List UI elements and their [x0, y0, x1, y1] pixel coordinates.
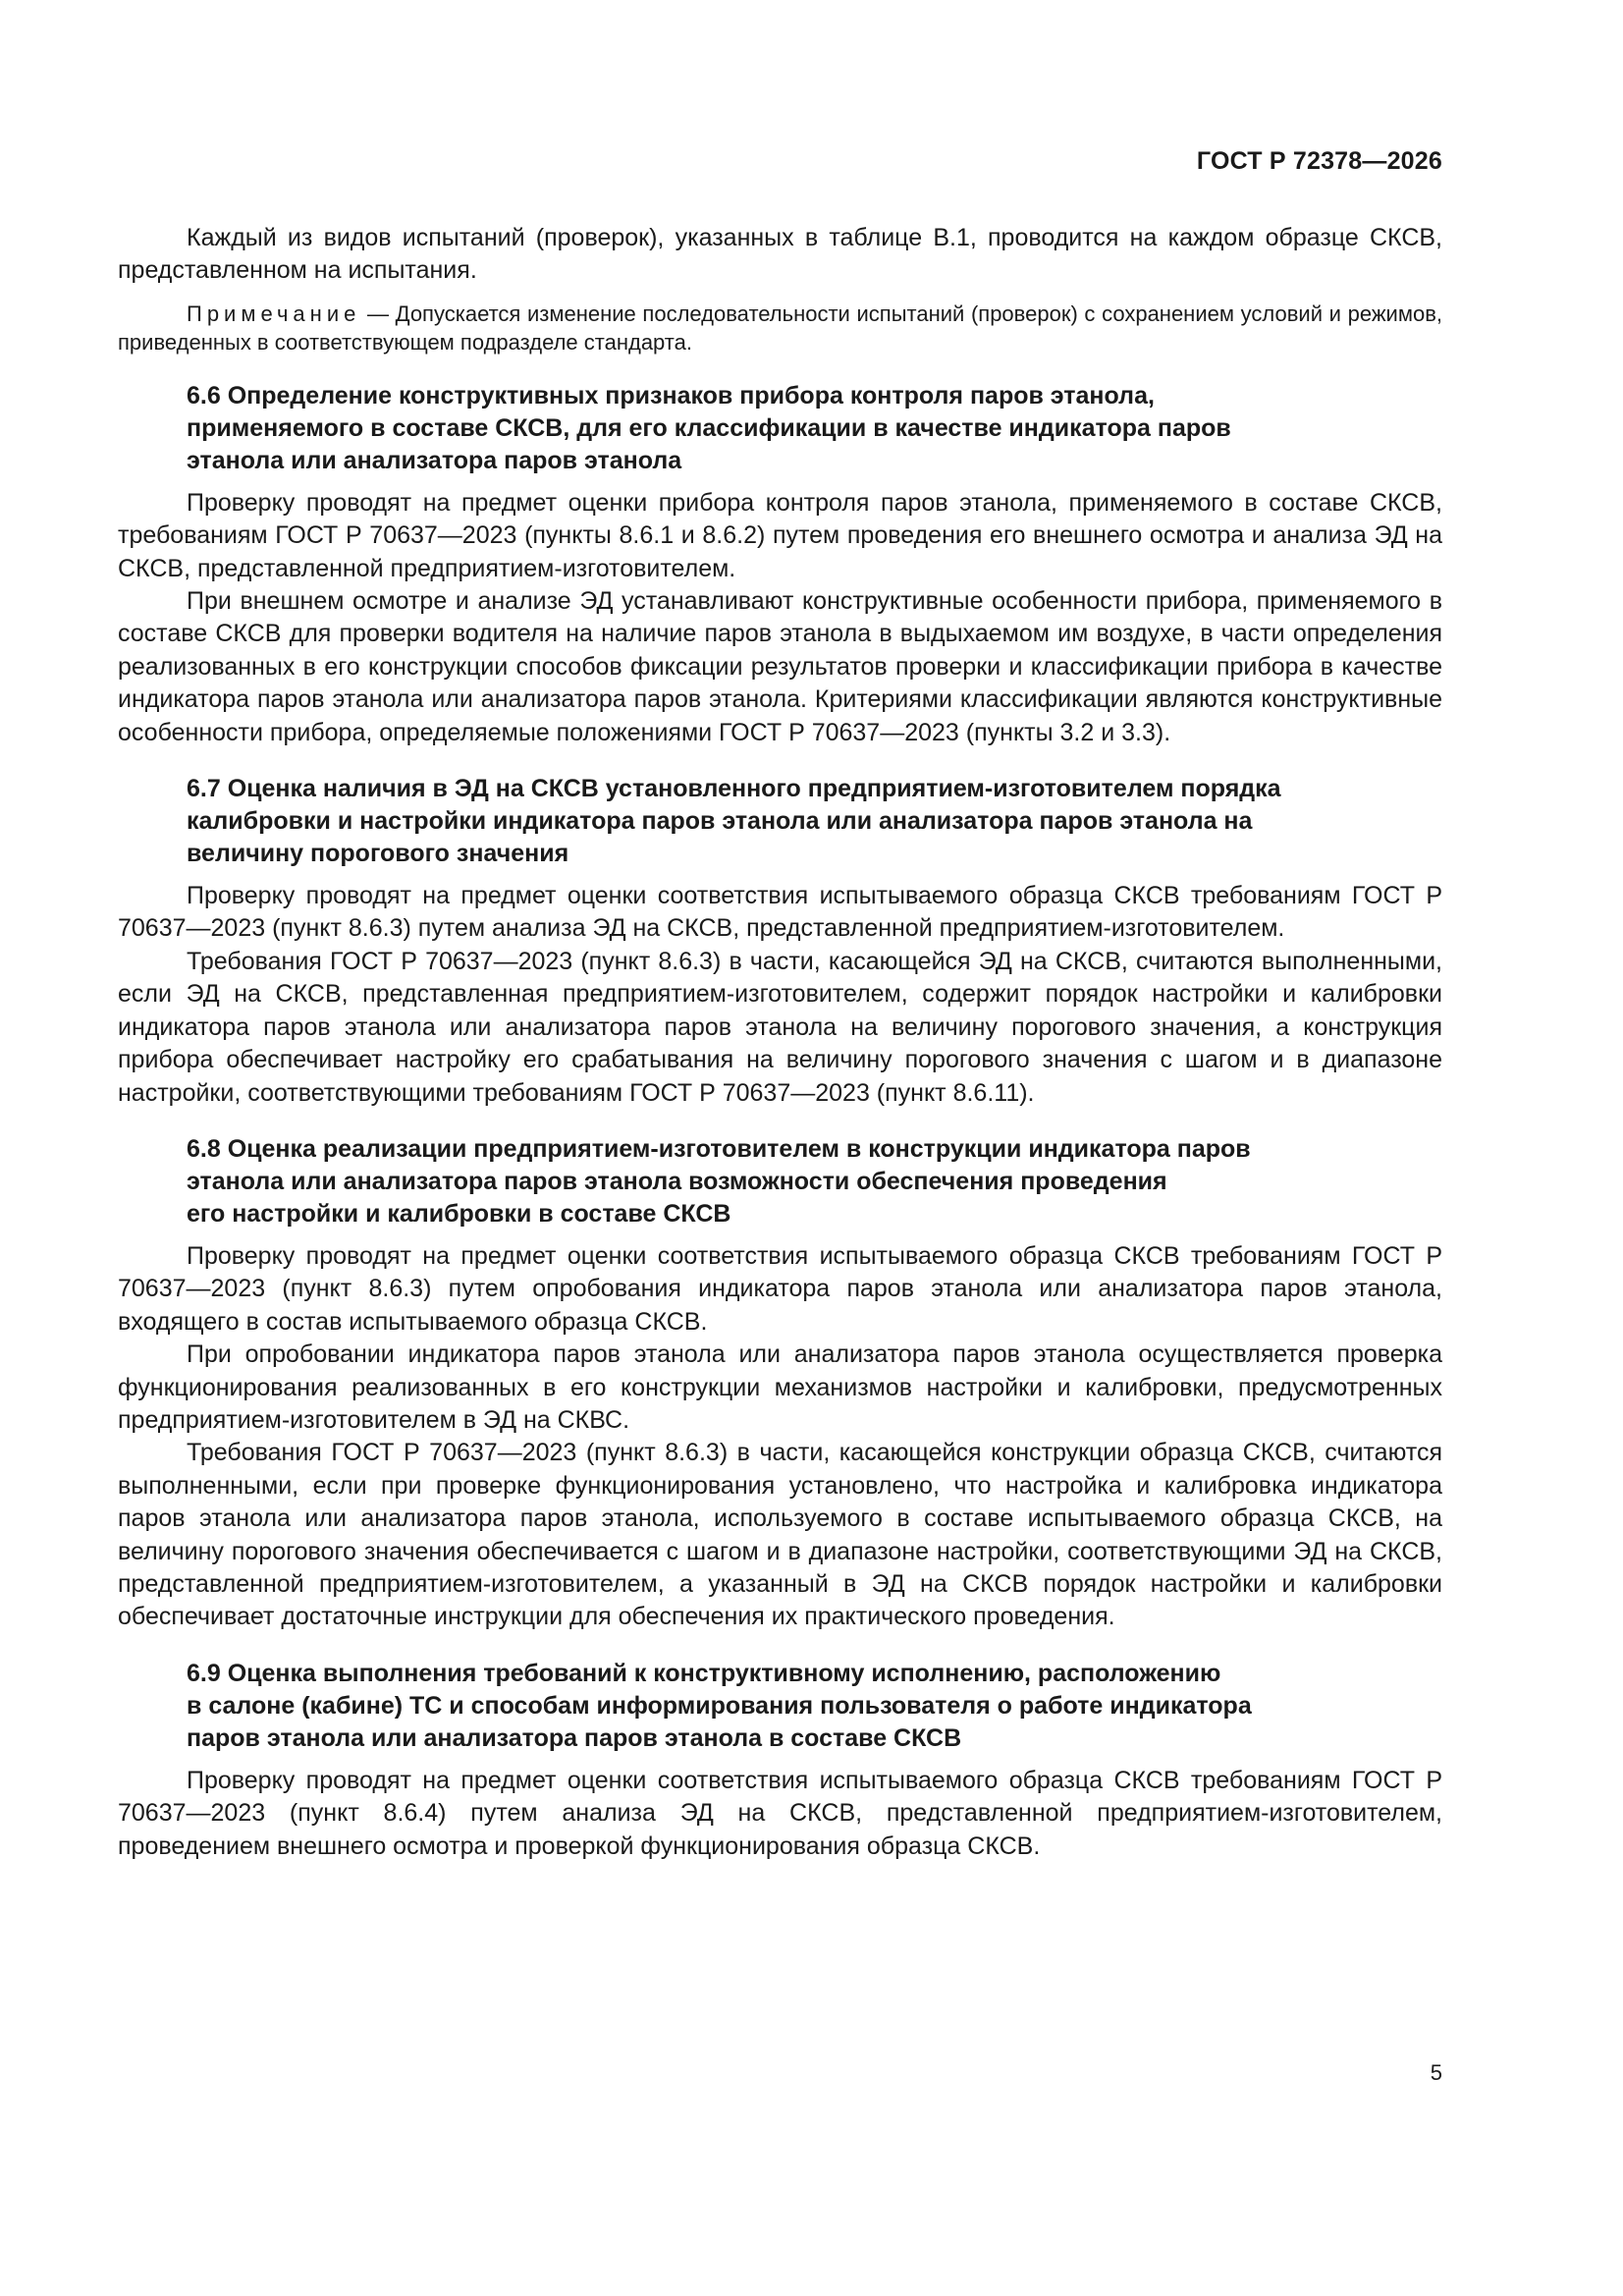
heading-line: калибровки и настройки индикатора паров этанола или анализатора паров этанола на — [187, 807, 1253, 836]
section-6-7-paragraph: Проверку проводят на предмет оценки соответствия испытываемого образца СКСВ требованиям ГОСТ Р 70637—2023 (пункт 8.6.3) путем анализа ЭД на СКСВ, представленной предприятием-изготовителем. — [118, 882, 1442, 943]
heading-line: применяемого в составе СКСВ, для его классификации в качестве индикатора паров — [187, 413, 1231, 442]
section-6-6-paragraph: При внешнем осмотре и анализе ЭД устанавливают конструктивные особенности прибора, применяемого в составе СКСВ для проверки водителя на наличие паров этанола в выдыхаемом им воздухе, в части определения реализованных в его конструкции способов фиксации результатов проверки и классификации прибора в качестве индикатора паров этанола или анализатора паров этанола. Критериями классификации являются конструктивные особенности прибора, определяемые положениями ГОСТ Р 70637—2023 (пункты 3.2 и 3.3). — [118, 587, 1442, 746]
intro-paragraph: Каждый из видов испытаний (проверок), указанных в таблице В.1, проводится на каждом образце СКСВ, представленном на испытания. — [118, 224, 1442, 285]
section-heading-6-7 — [187, 773, 1442, 870]
section-heading-6-9 — [187, 1658, 1442, 1755]
page-content — [118, 222, 1442, 1863]
section-heading-6-8 — [187, 1133, 1442, 1230]
section-6-6-paragraph: Проверку проводят на предмет оценки прибора контроля паров этанола, применяемого в составе СКСВ, требованиям ГОСТ Р 70637—2023 (пункты 8.6.1 и 8.6.2) путем проведения его внешнего осмотра и анализа ЭД на СКСВ, представленной предприятием-изготовителем. — [118, 488, 1442, 582]
section-6-9-paragraph: Проверку проводят на предмет оценки соответствия испытываемого образца СКСВ требованиям ГОСТ Р 70637—2023 (пункт 8.6.4) путем анализа ЭД на СКСВ, представленной предприятием-изготовителем, проведением внешнего осмотра и проверкой функционирования образца СКСВ. — [118, 1766, 1442, 1860]
section-6-7-paragraph: Требования ГОСТ Р 70637—2023 (пункт 8.6.3) в части, касающейся ЭД на СКСВ, считаются выполненными, если ЭД на СКСВ, представленная предприятием-изготовителем, содержит порядок настройки и калибровки индикатора паров этанола или анализатора паров этанола на величину порогового значения, а конструкция прибора обеспечивает настройку его срабатывания на величину порогового значения с шагом и в диапазоне настройки, соответствующими требованиям ГОСТ Р 70637—2023 (пункт 8.6.11). — [118, 947, 1442, 1107]
heading-line: 6.6 Определение конструктивных признаков прибора контроля паров этанола, — [187, 381, 1155, 410]
note — [118, 300, 1442, 356]
heading-line: этанола или анализатора паров этанола — [187, 446, 682, 474]
section-heading-6-6 — [187, 380, 1442, 477]
heading-line: паров этанола или анализатора паров этанола в составе СКСВ — [187, 1723, 962, 1752]
heading-line: в салоне (кабине) ТС и способам информирования пользователя о работе индикатора — [187, 1691, 1252, 1720]
section-6-8-paragraph: При опробовании индикатора паров этанола или анализатора паров этанола осуществляется проверка функционирования реализованных в его конструкции механизмов настройки и калибровки, предусмотренных предприятием-изготовителем в ЭД на СКВС. — [118, 1340, 1442, 1434]
heading-line: величину порогового значения — [187, 840, 569, 868]
page-number: 5 — [1430, 2060, 1442, 2085]
note-label: Примечание — [187, 301, 361, 326]
heading-line: этанола или анализатора паров этанола возможности обеспечения проведения — [187, 1167, 1167, 1195]
section-6-8-paragraph: Требования ГОСТ Р 70637—2023 (пункт 8.6.3) в части, касающейся конструкции образца СКСВ, считаются выполненными, если при проверке функционирования установлено, что настройка и калибровка индикатора паров этанола или анализатора паров этанола, используемого в составе испытываемого образца СКСВ, на величину порогового значения обеспечивается с шагом и в диапазоне настройки, соответствующими ЭД на СКСВ, представленной предприятием-изготовителем, а указанный в ЭД на СКСВ порядок настройки и калибровки обеспечивает достаточные инструкции для обеспечения их практического проведения. — [118, 1439, 1442, 1631]
section-6-8-paragraph: Проверку проводят на предмет оценки соответствия испытываемого образца СКСВ требованиям ГОСТ Р 70637—2023 (пункт 8.6.3) путем опробования индикатора паров этанола или анализатора паров этанола, входящего в состав испытываемого образца СКСВ. — [118, 1241, 1442, 1336]
note-text: — Допускается изменение последовательности испытаний (проверок) с сохранением условий и режимов, приведенных в соответствующем подразделе стандарта. — [118, 301, 1442, 355]
heading-line: 6.8 Оценка реализации предприятием-изготовителем в конструкции индикатора паров — [187, 1134, 1251, 1163]
heading-line: 6.9 Оценка выполнения требований к конструктивному исполнению, расположению — [187, 1659, 1221, 1687]
heading-line: 6.7 Оценка наличия в ЭД на СКСВ установленного предприятием-изготовителем порядка — [187, 775, 1281, 803]
document-id: ГОСТ Р 72378—2026 — [1196, 147, 1442, 175]
heading-line: его настройки и калибровки в составе СКСВ — [187, 1199, 731, 1228]
